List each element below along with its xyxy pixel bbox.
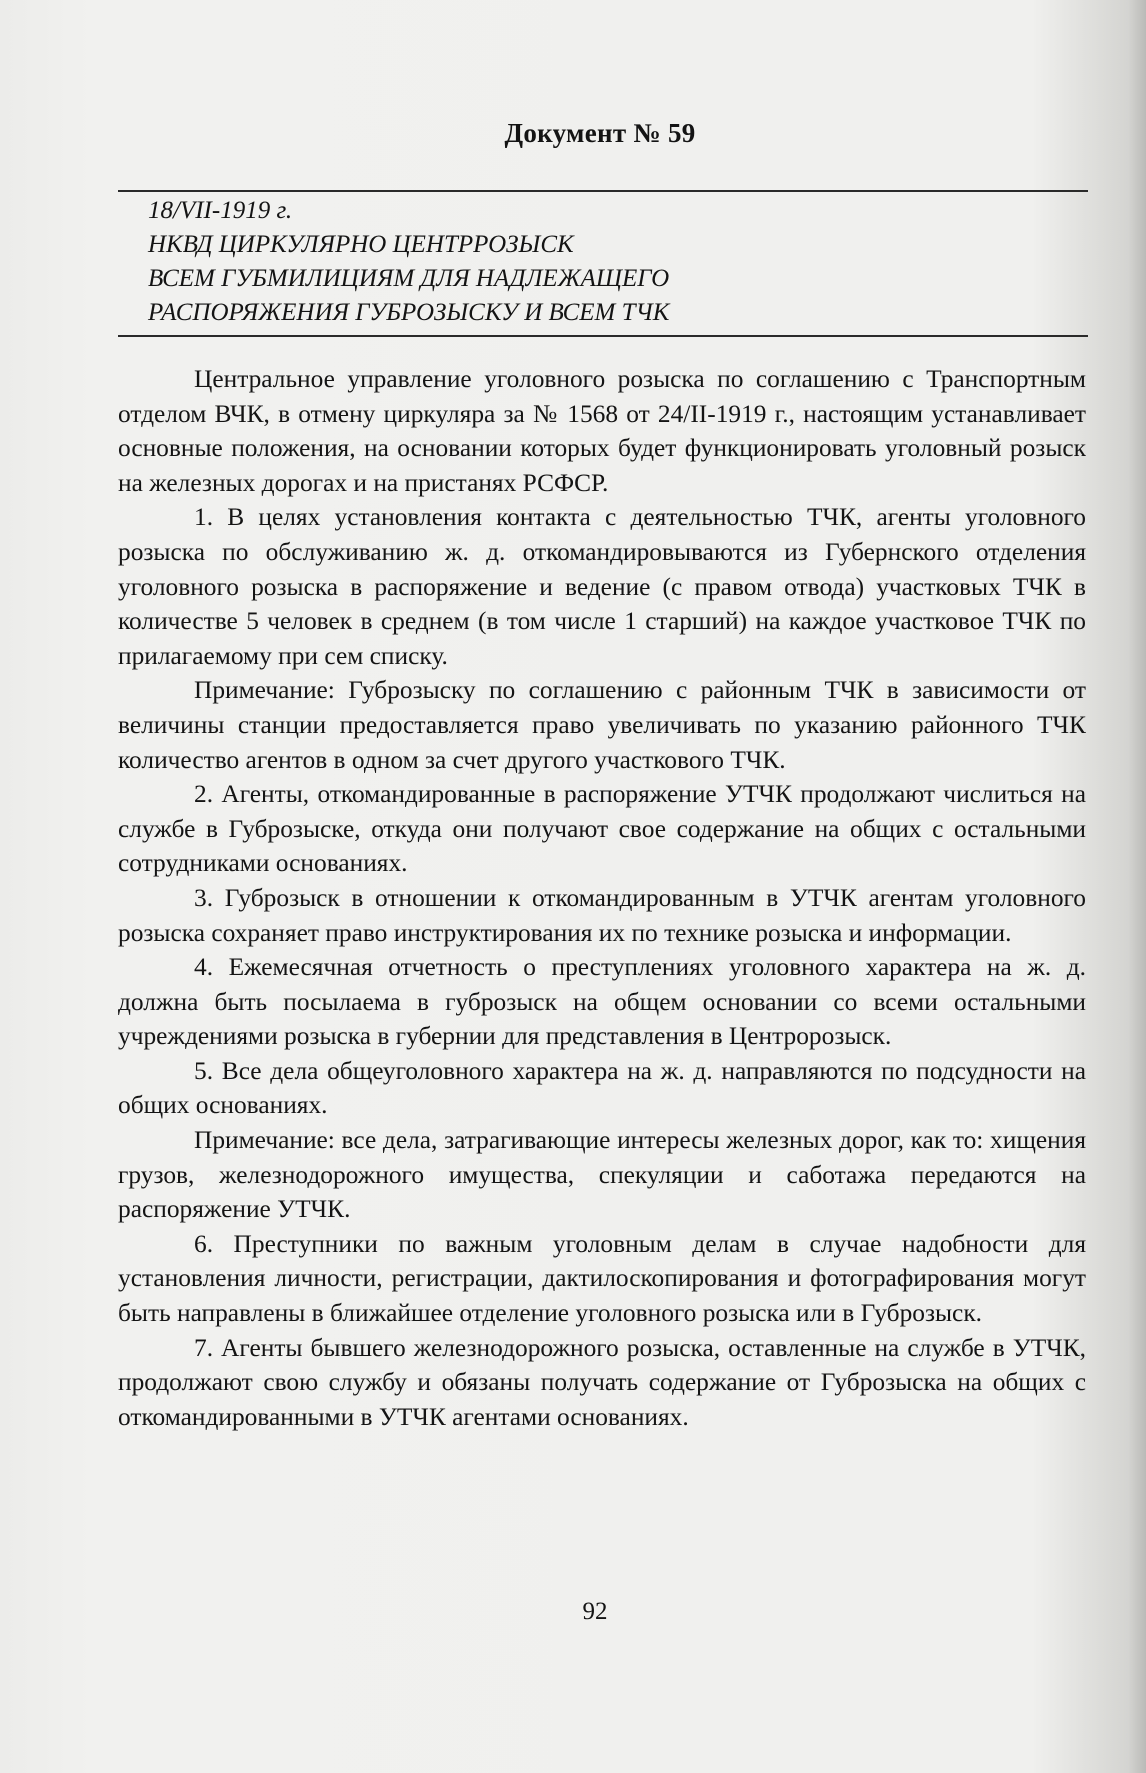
paragraph-intro: Центральное управление уголовного розыска по соглашению с Транспортным отделом ВЧК, в отмену циркуляра за № 1568 от 24/II-1919 г., настоящим устанавливает основные положения, на основании которых будет функционировать уголовный розыск на железных дорогах и на пристанях РСФСР. — [118, 365, 1086, 497]
document-header — [148, 194, 1048, 330]
paragraph-item-4: 4. Ежемесячная отчетность о преступлениях уголовного характера на ж. д. должна быть посылаема в губрозыск на общем основании со всеми остальными учреждениями розыска в губернии для представления в Центророзыск. — [118, 953, 1086, 1051]
document-body — [118, 362, 1086, 1434]
header-date: 18/VII-1919 г. — [148, 197, 293, 224]
page-number: 92 — [582, 1598, 608, 1625]
paragraph-item-2: 2. Агенты, откомандированные в распоряжение УТЧК продолжают числиться на службе в Губрозыске, откуда они получают свое содержание на общих с остальными сотрудниками основаниях. — [118, 780, 1086, 878]
header-top-rule — [118, 190, 1088, 192]
document-title: Документ № 59 — [504, 118, 696, 148]
header-bottom-rule — [118, 335, 1088, 337]
paragraph-item-5: 5. Все дела общеуголовного характера на ж. д. направляются по подсудности на общих основаниях. — [118, 1056, 1086, 1120]
paragraph-note-2: Примечание: все дела, затрагивающие интересы железных дорог, как то: хищения грузов, железнодорожного имущества, спекуляции и саботажа передаются на распоряжение УТЧК. — [118, 1126, 1086, 1224]
paragraph-item-6: 6. Преступники по важным уголовным делам в случае надобности для установления личности, регистрации, дактилоскопирования и фотографирования могут быть направлены в ближайшее отделение уголовного розыска или в Губрозыск. — [118, 1229, 1086, 1328]
paragraph-note-1: Примечание: Губрозыску по соглашению с районным ТЧК в зависимости от величины станции предоставляется право увеличивать по указанию районного ТЧК количество агентов в одном за счет другого участкового ТЧК. — [118, 676, 1086, 774]
header-line-2: ВСЕМ ГУБМИЛИЦИЯМ ДЛЯ НАДЛЕЖАЩЕГО — [148, 265, 670, 292]
header-line-1: НКВД ЦИРКУЛЯРНО ЦЕНТРРОЗЫСК — [148, 231, 574, 258]
header-line-3: РАСПОРЯЖЕНИЯ ГУБРОЗЫСКУ И ВСЕМ ТЧК — [148, 299, 670, 326]
paragraph-item-3: 3. Губрозыск в отношении к откомандированным в УТЧК агентам уголовного розыска сохраняет право инструктирования их по технике розыска и информации. — [118, 883, 1086, 947]
paragraph-item-7: 7. Агенты бывшего железнодорожного розыска, оставленные на службе в УТЧК, продолжают свою службу и обязаны получать содержание от Губрозыска на общих с откомандированными в УТЧК агентами основаниях. — [118, 1333, 1086, 1431]
paragraph-item-1: 1. В целях установления контакта с деятельностью ТЧК, агенты уголовного розыска по обслуживанию ж. д. откомандировываются из Губернского отделения уголовного розыска в распоряжение и ведение (с правом отвода) участковых ТЧК в количестве 5 человек в среднем (в том числе 1 старший) на каждое участковое ТЧК по прилагаемому при сем списку. — [118, 503, 1086, 670]
page-edge-shadow — [1128, 0, 1146, 1773]
